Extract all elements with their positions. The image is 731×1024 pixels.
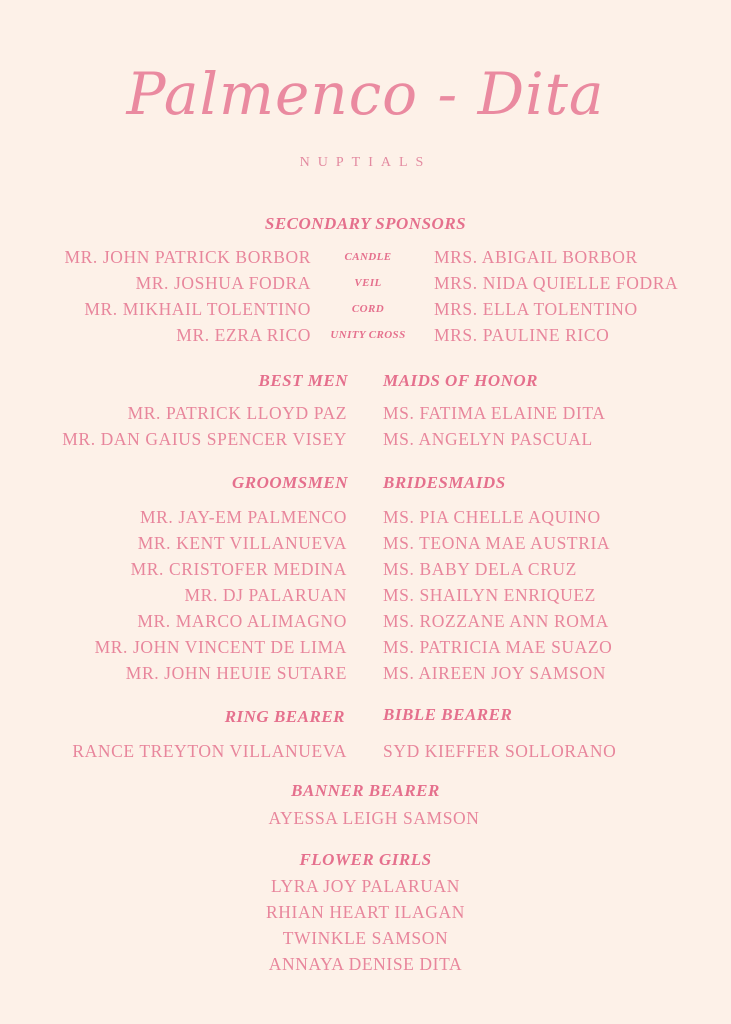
maids-of-honor-heading: MAIDS OF HONOR [383,371,539,390]
banner-bearer-heading: BANNER BEARER [291,781,440,800]
couple-title: Palmenco - Dita [126,60,605,128]
groomsman-name: MR. CRISTOFER MEDINA [130,559,347,579]
maid-of-honor-name: MS. FATIMA ELAINE DITA [383,403,606,423]
subtitle: NUPTIALS [299,155,432,170]
groomsmen-heading: GROOMSMEN [232,473,348,492]
groomsman-name: MR. DJ PALARUAN [184,585,347,605]
flower-girls-heading: FLOWER GIRLS [299,850,432,869]
banner-bearer-name: AYESSA LEIGH SAMSON [268,808,480,828]
bridesmaid-name: MS. ROZZANE ANN ROMA [383,611,609,631]
flower-girl-name: RHIAN HEART ILAGAN [266,902,465,922]
sponsor-role: UNITY CROSS [330,329,406,341]
groomsman-name: MR. JAY-EM PALMENCO [139,507,347,527]
bridesmaid-name: MS. AIREEN JOY SAMSON [383,663,606,683]
sponsor-role: CANDLE [344,251,392,263]
maid-of-honor-name: MS. ANGELYN PASCUAL [383,429,593,449]
sponsor-role: CORD [351,303,385,315]
bible-bearer-name: SYD KIEFFER SOLLORANO [383,741,617,761]
groomsman-name: MR. JOHN VINCENT DE LIMA [94,637,347,657]
flower-girl-name: ANNAYA DENISE DITA [268,954,463,974]
ring-bearer-name: RANCE TREYTON VILLANUEVA [72,741,347,761]
sponsor-left: MR. JOSHUA FODRA [135,273,311,293]
sponsor-right: MRS. NIDA QUIELLE FODRA [434,273,679,293]
sponsor-right: MRS. ELLA TOLENTINO [434,299,638,319]
sponsor-left: MR. EZRA RICO [176,325,311,345]
flower-girl-name: LYRA JOY PALARUAN [271,876,460,896]
sponsor-left: MR. MIKHAIL TOLENTINO [84,299,311,319]
bridesmaid-name: MS. BABY DELA CRUZ [383,559,577,579]
sponsor-right: MRS. ABIGAIL BORBOR [434,247,638,267]
best-man-name: MR. PATRICK LLOYD PAZ [127,403,347,423]
sponsor-right: MRS. PAULINE RICO [434,325,610,345]
bridesmaid-name: MS. PATRICIA MAE SUAZO [383,637,613,657]
sponsor-left: MR. JOHN PATRICK BORBOR [64,247,311,267]
bridesmaid-name: MS. TEONA MAE AUSTRIA [383,533,611,553]
bridesmaid-name: MS. PIA CHELLE AQUINO [383,507,601,527]
groomsman-name: MR. JOHN HEUIE SUTARE [125,663,347,683]
sponsor-role: VEIL [354,277,382,289]
groomsman-name: MR. KENT VILLANUEVA [137,533,347,553]
best-men-heading: BEST MEN [258,371,348,390]
bridesmaid-name: MS. SHAILYN ENRIQUEZ [383,585,596,605]
bible-bearer-heading: BIBLE BEARER [383,705,513,724]
secondary-sponsors-heading: SECONDARY SPONSORS [264,214,467,233]
groomsman-name: MR. MARCO ALIMAGNO [137,611,347,631]
ring-bearer-heading: RING BEARER [224,707,345,726]
best-man-name: MR. DAN GAIUS SPENCER VISEY [62,429,347,449]
flower-girl-name: TWINKLE SAMSON [282,928,449,948]
bridesmaids-heading: BRIDESMAIDS [383,473,506,492]
